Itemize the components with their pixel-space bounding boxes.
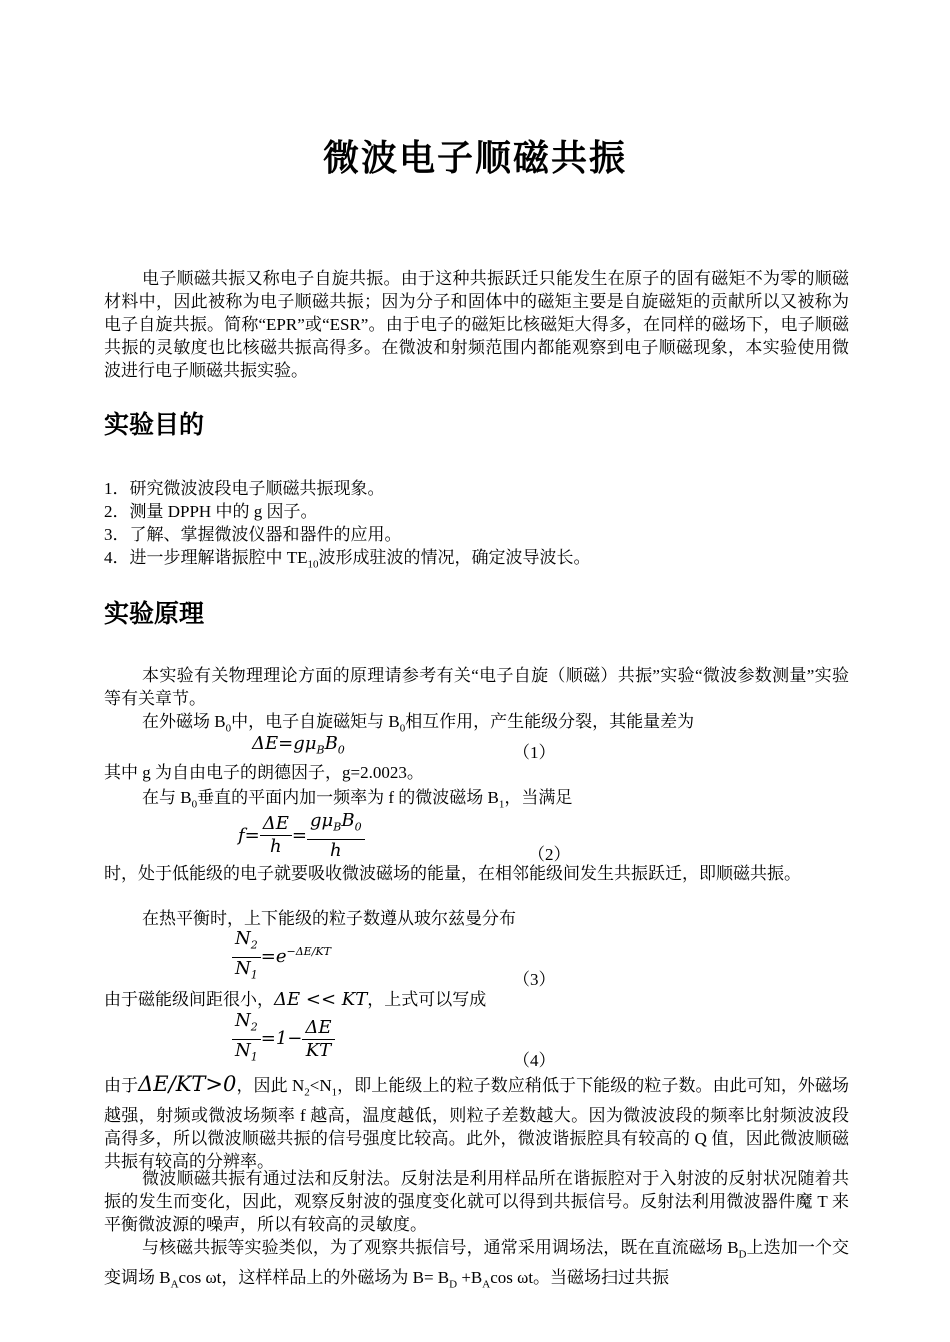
intro-paragraph: 电子顺磁共振又称电子自旋共振。由于这种共振跃迁只能发生在原子的固有磁矩不为零的顺磁材料中，因此被称为电子顺磁共振；因为分子和固体中的磁矩主要是自旋磁矩的贡献所以又被称为电子自旋共振。简称“EPR”或“ESR”。由于电子的磁矩比核磁矩大得多，在同样的磁场下，电子顺磁共振的灵敏度也比核磁共振高得多。在微波和射频范围内都能观察到电子顺磁现象，本实验使用微波进行电子顺磁共振实验。 [104, 269, 849, 380]
equation-4-fraction-right: $\frac{\Delta E}{KT}$ [302, 1017, 334, 1062]
equation-1-number: （1） [513, 743, 556, 762]
objective-item-3: 3．了解、掌握微波仪器和器件的应用。 [104, 525, 402, 544]
principle-paragraph-5: 时，处于低能级的电子就要吸收微波磁场的能量，在相邻能级间发生共振跃迁，即顺磁共振。 [104, 864, 801, 883]
principle-paragraph-2: 在外磁场 $B_0$中，电子自旋磁矩与 $B_0$相互作用，产生能级分裂，其能量差为 [142, 712, 695, 735]
principle-paragraph-8: 由于ΔE/KT>0，因此 $N_2<N_1$，即上能级上的粒子数应稍低于下能级的粒子数。由此可知，外磁场越强，射频或微波场频率 f 越高，温度越低，则粒子差数越大。因为微波波段的频率比射频波波段高得多，所以微波顺磁共振的信号强度比较高。此外，微波谐振腔具有较高的 Q 值，因此微波顺磁共振有较高的分辨率。 [104, 1072, 850, 1172]
principle-paragraph-7: 由于磁能级间距很小，ΔE << KT，上式可以写成 [104, 989, 487, 1010]
principle-paragraph-10: 与核磁共振等实验类似，为了观察共振信号，通常采用调场法，既在直流磁场 $B_D$上迭加一个交变调场 $B_A\cos$ ωt，这样样品上的外磁场为 $B= B_D +B_A\cos$ ωt。当磁场扫过共振 [104, 1238, 850, 1291]
principle-paragraph-6: 在热平衡时，上下能级的粒子数遵从玻尔兹曼分布 [142, 909, 516, 928]
equation-3-number: （3） [513, 970, 556, 989]
equation-2-number: （2） [528, 845, 571, 864]
principle-paragraph-3: 其中 g 为自由电子的朗德因子，g=2.0023。 [104, 763, 424, 782]
section-heading-objectives: 实验目的 [104, 410, 205, 439]
principle-paragraph-1: 本实验有关物理理论方面的原理请参考有关“电子自旋（顺磁）共振”实验“微波参数测量”实验等有关章节。 [104, 666, 849, 708]
principle-paragraph-9: 微波顺磁共振有通过法和反射法。反射法是利用样品所在谐振腔对于入射波的反射状况随着共振的发生而变化，因此，观察反射波的强度变化就可以得到共振信号。反射法利用微波器件魔 T 来平衡微波源的噪声，所以有较高的灵敏度。 [104, 1169, 849, 1234]
objective-item-2: 2．测量 DPPH 中的 g 因子。 [104, 502, 318, 521]
objective-item-4: 4．进一步理解谐振腔中 $TE_{10}$波形成驻波的情况，确定波导波长。 [104, 548, 591, 571]
section-heading-principle: 实验原理 [104, 599, 205, 628]
equation-4-number: （4） [513, 1051, 556, 1070]
equation-2: f= $\frac{\Delta E}{h}$ = $\frac{g\mu_BB_0}{h}$ [238, 810, 365, 862]
equation-3: $\frac{N_2}{N_1}$ $=e^{-\Delta E/KT}$ [232, 928, 331, 986]
equation-1: $\Delta E=g\mu_BB_0$ [252, 733, 345, 757]
equation-3-fraction: $\frac{N_2}{N_1}$ [232, 928, 261, 986]
equation-4: $\frac{N_2}{N_1}$ =1− $\frac{\Delta E}{KT}$ [232, 1010, 335, 1068]
document-title: 微波电子顺磁共振 [322, 138, 627, 179]
principle-paragraph-4: 在与 $B_0$垂直的平面内加一频率为 f 的微波磁场 $B_1$，当满足 [142, 788, 573, 811]
equation-2-fraction-2: $\frac{g\mu_BB_0}{h}$ [307, 810, 365, 862]
equation-2-fraction-1: $\frac{\Delta E}{h}$ [260, 813, 292, 858]
equation-4-fraction-left: $\frac{N_2}{N_1}$ [232, 1010, 261, 1068]
objective-item-1: 1．研究微波波段电子顺磁共振现象。 [104, 479, 385, 498]
